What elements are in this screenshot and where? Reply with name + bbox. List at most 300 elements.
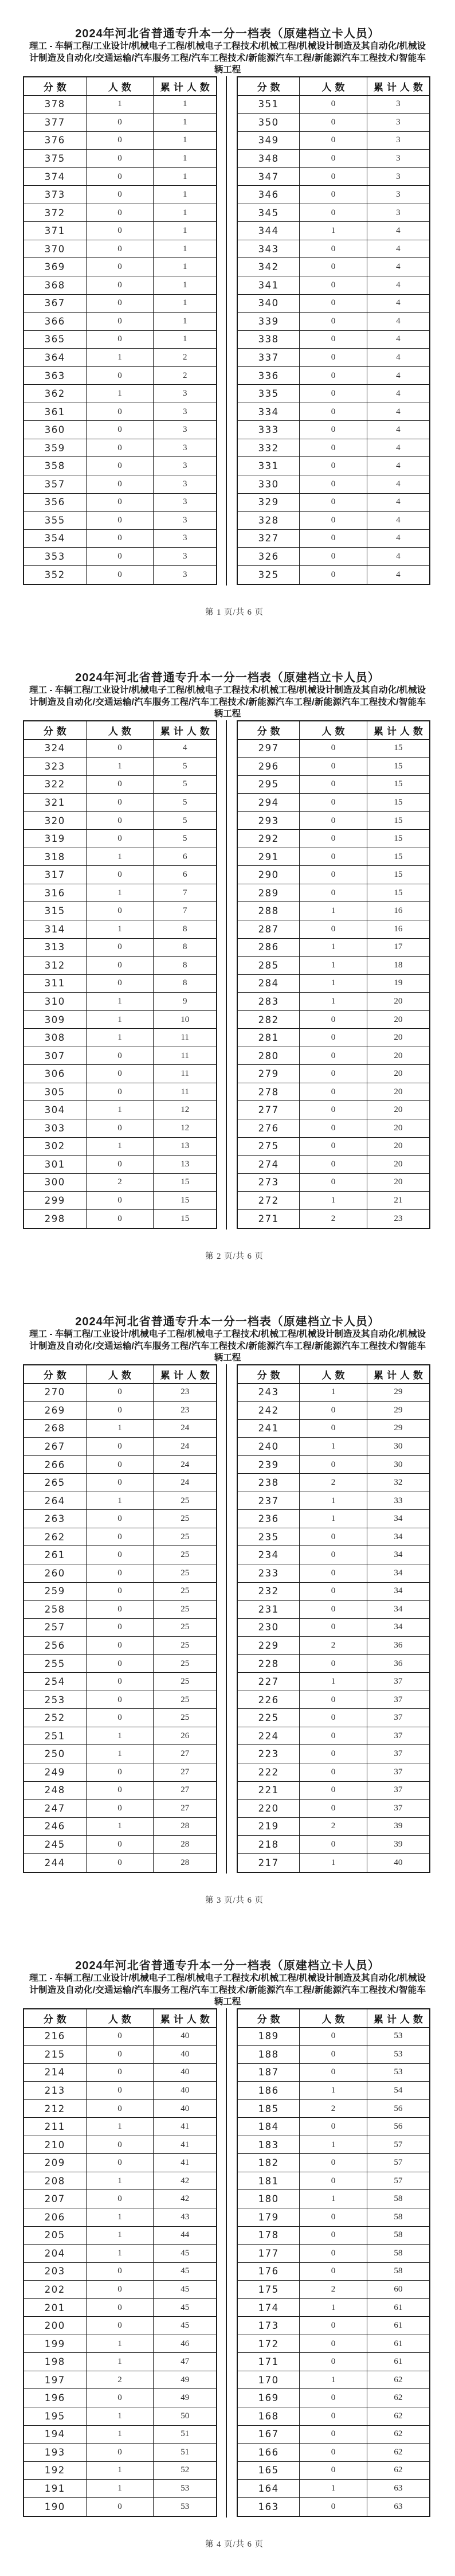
cumulative-count-cell: 15: [394, 852, 403, 861]
cumulative-count-cell: 3: [182, 461, 187, 471]
count-cell: 1: [87, 1492, 154, 1510]
table-header-row: [24, 721, 216, 740]
cumulative-count-cell: 1: [182, 117, 187, 127]
count-cell: 0: [300, 1763, 367, 1781]
majors-subtitle: 理工 - 车辆工程/工业设计/机械电子工程/机械电子工程技术/机械工程/机械设计制造及其自动化/机械设计制造及自动化/交通运输/汽车服务工程/汽车工程技术/新能源汽车工程/新能源汽车工程技术/智能车辆工程: [29, 41, 426, 75]
count-cell: 0: [300, 1011, 367, 1029]
score-cell: 287: [238, 920, 300, 938]
count-column-header: 人数: [87, 77, 154, 95]
score-cell: 373: [24, 186, 87, 204]
cumulative-column-header: 累计人数: [373, 2013, 426, 2025]
cumulative-count-cell: 4: [396, 515, 401, 525]
table-row: [238, 276, 429, 295]
score-cell: 345: [238, 204, 300, 222]
cumulative-count-cell: 21: [394, 1195, 403, 1205]
count-cell: 0: [300, 866, 367, 884]
score-cell: 187: [238, 2064, 300, 2082]
table-row: [238, 740, 429, 758]
count-cell: 0: [300, 2389, 367, 2407]
cumulative-column-header: 累计人数: [373, 1369, 426, 1381]
table-row: [24, 1836, 216, 1854]
cumulative-count-cell: 34: [394, 1514, 403, 1524]
count-cell: 0: [87, 1510, 154, 1528]
table-row: [238, 349, 429, 367]
cumulative-count-cell: 28: [181, 1858, 190, 1868]
score-cell: 280: [238, 1047, 300, 1065]
score-cell: 274: [238, 1156, 300, 1173]
count-cell: 0: [300, 884, 367, 902]
score-cell: 192: [24, 2462, 87, 2480]
score-cell: 196: [24, 2389, 87, 2407]
table-row: [24, 2082, 216, 2100]
score-cell: 163: [238, 2498, 300, 2516]
cumulative-count-cell: 25: [181, 1496, 190, 1505]
cumulative-count-cell: 15: [181, 1214, 190, 1224]
count-cell: 0: [87, 421, 154, 439]
score-cell: 363: [24, 367, 87, 385]
cumulative-count-cell: 1: [182, 316, 187, 326]
count-cell: 0: [87, 240, 154, 258]
cumulative-count-cell: 45: [181, 2321, 190, 2331]
count-cell: 0: [87, 2444, 154, 2461]
count-cell: 0: [300, 1836, 367, 1853]
score-cell: 312: [24, 957, 87, 974]
count-cell: 0: [300, 2407, 367, 2425]
cumulative-count-cell: 45: [181, 2302, 190, 2312]
table-row: [24, 548, 216, 566]
score-cell: 301: [24, 1156, 87, 1173]
score-cell: 198: [24, 2353, 87, 2371]
cumulative-count-cell: 49: [181, 2375, 190, 2384]
count-cell: 2: [300, 1210, 367, 1228]
score-cell: 262: [24, 1528, 87, 1546]
score-cell: 167: [238, 2426, 300, 2444]
score-cell: 185: [238, 2100, 300, 2118]
count-cell: 0: [300, 1619, 367, 1637]
score-column-header: 分数: [238, 721, 300, 739]
score-cell: 268: [24, 1420, 87, 1438]
cumulative-count-cell: 1: [182, 99, 187, 109]
cumulative-count-cell: 15: [394, 815, 403, 825]
table-row: [238, 1637, 429, 1655]
cumulative-count-cell: 3: [182, 533, 187, 543]
table-row: [238, 993, 429, 1011]
count-cell: 0: [300, 2227, 367, 2245]
score-cell: 356: [24, 494, 87, 512]
cumulative-count-cell: 29: [394, 1405, 403, 1415]
table-row: [238, 1474, 429, 1492]
score-cell: 317: [24, 866, 87, 884]
cumulative-count-cell: 47: [181, 2357, 190, 2367]
score-cell: 326: [238, 548, 300, 565]
count-cell: 1: [87, 2426, 154, 2444]
score-cell: 174: [238, 2299, 300, 2317]
cumulative-count-cell: 4: [396, 226, 401, 236]
cumulative-count-cell: 34: [394, 1568, 403, 1578]
page-footer: 第 3 页/共 6 页: [205, 1896, 264, 1905]
table-row: [24, 1047, 216, 1065]
table-row: [24, 1065, 216, 1083]
table-row: [238, 2190, 429, 2208]
score-cell: 238: [238, 1474, 300, 1492]
table-row: [24, 421, 216, 439]
table-row: [238, 2317, 429, 2335]
score-cell: 314: [24, 920, 87, 938]
cumulative-count-cell: 11: [181, 1087, 189, 1096]
cumulative-count-cell: 20: [394, 1014, 403, 1024]
table-row: [24, 2317, 216, 2335]
table-row: [24, 1156, 216, 1174]
cumulative-count-cell: 37: [394, 1713, 403, 1723]
count-cell: 1: [87, 385, 154, 403]
count-cell: 0: [300, 240, 367, 258]
count-cell: 0: [87, 2154, 154, 2172]
table-header-row: [24, 77, 216, 96]
count-cell: 0: [87, 2190, 154, 2208]
table-row: [24, 740, 216, 758]
count-column-header: 人数: [300, 721, 367, 739]
table-row: [24, 1709, 216, 1727]
cumulative-count-cell: 20: [394, 1069, 403, 1079]
score-cell: 195: [24, 2407, 87, 2425]
score-cell: 237: [238, 1492, 300, 1510]
score-cell: 164: [238, 2480, 300, 2497]
score-cell: 296: [238, 758, 300, 775]
score-cell: 338: [238, 331, 300, 349]
table-row: [238, 2426, 429, 2444]
count-cell: 2: [87, 2371, 154, 2389]
page-title: 2024年河北省普通专升本一分一档表（原建档立卡人员）: [75, 1960, 380, 1972]
table-row: [238, 2154, 429, 2172]
cumulative-count-cell: 12: [181, 1105, 190, 1115]
cumulative-count-cell: 62: [394, 2375, 403, 2384]
count-cell: 1: [87, 1029, 154, 1047]
cumulative-count-cell: 40: [181, 2031, 190, 2041]
cumulative-count-cell: 20: [394, 1033, 403, 1043]
table-header-row: [238, 1365, 429, 1384]
cumulative-count-cell: 20: [394, 1141, 403, 1151]
count-cell: 0: [87, 439, 154, 457]
cumulative-count-cell: 62: [394, 2447, 403, 2457]
cumulative-count-cell: 60: [394, 2284, 403, 2294]
score-cell: 219: [238, 1818, 300, 1836]
table-body: [24, 96, 216, 584]
score-cell: 336: [238, 367, 300, 385]
table-body: [238, 2028, 429, 2516]
count-cell: 0: [87, 1456, 154, 1474]
count-cell: 1: [300, 1854, 367, 1872]
table-row: [238, 939, 429, 957]
score-cell: 306: [24, 1065, 87, 1083]
table-row: [24, 2371, 216, 2390]
cumulative-count-cell: 20: [394, 1087, 403, 1096]
table-row: [238, 1083, 429, 1102]
table-row: [238, 2480, 429, 2498]
table-header-row: [24, 2009, 216, 2028]
column-divider: [226, 720, 227, 1230]
cumulative-count-cell: 16: [394, 906, 403, 916]
count-cell: 0: [87, 2281, 154, 2298]
cumulative-count-cell: 51: [181, 2429, 190, 2439]
cumulative-count-cell: 4: [396, 479, 401, 489]
count-cell: 1: [87, 2172, 154, 2190]
cumulative-count-cell: 20: [394, 1159, 403, 1169]
score-cell: 303: [24, 1119, 87, 1137]
table-row: [238, 1101, 429, 1119]
score-cell: 300: [24, 1174, 87, 1192]
score-cell: 315: [24, 902, 87, 920]
score-cell: 335: [238, 385, 300, 403]
count-cell: 0: [87, 2064, 154, 2082]
score-cell: 359: [24, 439, 87, 457]
score-cell: 253: [24, 1691, 87, 1709]
cumulative-count-cell: 3: [182, 443, 187, 452]
table-row: [238, 1402, 429, 1420]
score-cell: 290: [238, 866, 300, 884]
count-cell: 0: [300, 1029, 367, 1047]
score-cell: 191: [24, 2480, 87, 2497]
count-cell: 0: [87, 1438, 154, 1455]
table-row: [238, 1691, 429, 1709]
count-cell: 0: [87, 1655, 154, 1673]
cumulative-count-cell: 50: [181, 2411, 190, 2421]
count-cell: 1: [300, 957, 367, 974]
score-cell: 236: [238, 1510, 300, 1528]
table-row: [24, 1745, 216, 1763]
table-row: [238, 258, 429, 276]
table-row: [238, 204, 429, 223]
score-cell: 175: [238, 2281, 300, 2298]
table-row: [238, 530, 429, 548]
cumulative-count-cell: 13: [181, 1159, 190, 1169]
table-row: [24, 168, 216, 186]
cumulative-count-cell: 34: [394, 1622, 403, 1632]
score-cell: 358: [24, 457, 87, 475]
page-title: 2024年河北省普通专升本一分一档表（原建档立卡人员）: [75, 1316, 380, 1328]
cumulative-count-cell: 24: [181, 1441, 190, 1451]
count-cell: 0: [300, 740, 367, 758]
score-cell: 168: [238, 2407, 300, 2425]
count-cell: 0: [87, 939, 154, 957]
score-cell: 246: [24, 1818, 87, 1836]
cumulative-count-cell: 37: [394, 1677, 403, 1687]
score-cell: 234: [238, 1546, 300, 1564]
cumulative-count-cell: 25: [181, 1550, 190, 1560]
cumulative-count-cell: 29: [394, 1423, 403, 1433]
cumulative-count-cell: 3: [182, 570, 187, 580]
table-row: [24, 331, 216, 349]
cumulative-count-cell: 3: [396, 117, 401, 127]
cumulative-count-cell: 57: [394, 2176, 403, 2185]
score-cell: 261: [24, 1546, 87, 1564]
score-cell: 324: [24, 740, 87, 758]
count-cell: 0: [87, 1119, 154, 1137]
count-cell: 0: [87, 1691, 154, 1709]
count-cell: 0: [300, 2064, 367, 2082]
score-cell: 180: [238, 2190, 300, 2208]
score-cell: 374: [24, 168, 87, 186]
score-cell: 272: [238, 1192, 300, 1209]
cumulative-count-cell: 4: [396, 262, 401, 272]
count-cell: 0: [87, 2082, 154, 2099]
table-row: [24, 1492, 216, 1511]
cumulative-count-cell: 57: [394, 2158, 403, 2168]
count-cell: 0: [87, 1528, 154, 1546]
cumulative-count-cell: 2: [182, 352, 187, 362]
score-column-header: 分数: [24, 2009, 87, 2027]
cumulative-count-cell: 53: [394, 2067, 403, 2077]
table-row: [24, 2335, 216, 2353]
cumulative-count-cell: 33: [394, 1496, 403, 1505]
cumulative-count-cell: 28: [181, 1839, 190, 1849]
table-row: [24, 1854, 216, 1872]
cumulative-count-cell: 16: [394, 924, 403, 934]
count-cell: 0: [87, 1474, 154, 1492]
cumulative-count-cell: 23: [181, 1387, 190, 1397]
cumulative-count-cell: 34: [394, 1550, 403, 1560]
score-column-header: 分数: [24, 77, 87, 95]
cumulative-count-cell: 8: [182, 942, 187, 952]
table-row: [238, 1583, 429, 1601]
score-cell: 282: [238, 1011, 300, 1029]
count-cell: 2: [87, 1174, 154, 1192]
cumulative-count-cell: 4: [396, 370, 401, 380]
score-table-left: [23, 76, 217, 585]
table-row: [24, 1174, 216, 1192]
cumulative-count-cell: 62: [394, 2465, 403, 2475]
score-cell: 202: [24, 2281, 87, 2298]
table-row: [24, 2028, 216, 2046]
table-row: [24, 2299, 216, 2317]
cumulative-count-cell: 1: [182, 190, 187, 200]
score-cell: 371: [24, 222, 87, 240]
table-row: [238, 2444, 429, 2462]
count-cell: 0: [87, 548, 154, 565]
table-row: [24, 1402, 216, 1420]
table-row: [24, 1138, 216, 1156]
count-cell: 0: [300, 494, 367, 512]
cumulative-count-cell: 15: [394, 888, 403, 897]
score-cell: 339: [238, 313, 300, 330]
count-cell: 0: [87, 866, 154, 884]
table-row: [238, 2136, 429, 2155]
count-cell: 1: [300, 1673, 367, 1691]
count-cell: 1: [87, 2227, 154, 2245]
table-row: [24, 1655, 216, 1673]
table-row: [24, 349, 216, 367]
score-cell: 292: [238, 830, 300, 848]
score-cell: 346: [238, 186, 300, 204]
count-cell: 0: [300, 1528, 367, 1546]
table-row: [24, 2190, 216, 2208]
cumulative-count-cell: 15: [394, 797, 403, 807]
score-cell: 275: [238, 1138, 300, 1156]
table-row: [24, 2426, 216, 2444]
table-row: [24, 1119, 216, 1138]
majors-subtitle: 理工 - 车辆工程/工业设计/机械电子工程/机械电子工程技术/机械工程/机械设计制造及其自动化/机械设计制造及自动化/交通运输/汽车服务工程/汽车工程技术/新能源汽车工程/新能源汽车工程技术/智能车辆工程: [29, 1329, 426, 1363]
table-row: [238, 548, 429, 566]
score-cell: 372: [24, 204, 87, 222]
score-cell: 166: [238, 2444, 300, 2461]
score-cell: 313: [24, 939, 87, 957]
table-row: [238, 1709, 429, 1727]
count-cell: 1: [87, 2462, 154, 2480]
score-cell: 209: [24, 2154, 87, 2172]
table-header-row: [238, 2009, 429, 2028]
count-cell: 0: [300, 457, 367, 475]
count-cell: 0: [300, 1101, 367, 1119]
table-row: [24, 1818, 216, 1836]
cumulative-count-cell: 3: [182, 551, 187, 561]
table-row: [24, 2064, 216, 2082]
table-row: [24, 403, 216, 421]
count-cell: 1: [87, 758, 154, 775]
cumulative-count-cell: 8: [182, 924, 187, 934]
table-row: [238, 2407, 429, 2426]
count-cell: 0: [87, 1065, 154, 1083]
count-cell: 0: [300, 276, 367, 294]
cumulative-count-cell: 1: [182, 262, 187, 272]
count-cell: 0: [87, 1384, 154, 1402]
count-cell: 1: [300, 975, 367, 993]
count-cell: 0: [87, 1673, 154, 1691]
score-cell: 227: [238, 1673, 300, 1691]
score-cell: 285: [238, 957, 300, 974]
page-footer: 第 4 页/共 6 页: [205, 2540, 264, 2549]
score-cell: 318: [24, 848, 87, 866]
count-cell: 1: [87, 993, 154, 1010]
count-cell: 1: [300, 2082, 367, 2099]
count-cell: 0: [300, 512, 367, 529]
score-cell: 348: [238, 150, 300, 167]
page-footer: 第 2 页/共 6 页: [205, 1252, 264, 1261]
count-cell: 0: [87, 457, 154, 475]
score-cell: 269: [24, 1402, 87, 1419]
count-cell: 1: [87, 96, 154, 114]
score-cell: 344: [238, 222, 300, 240]
cumulative-count-cell: 3: [396, 171, 401, 181]
count-cell: 1: [87, 1818, 154, 1836]
table-row: [238, 1655, 429, 1673]
score-cell: 260: [24, 1564, 87, 1582]
table-row: [24, 1727, 216, 1746]
cumulative-count-cell: 40: [181, 2103, 190, 2113]
table-row: [238, 331, 429, 349]
score-cell: 176: [238, 2263, 300, 2281]
score-cell: 247: [24, 1800, 87, 1817]
score-cell: 251: [24, 1727, 87, 1745]
score-cell: 334: [238, 403, 300, 421]
table-row: [24, 920, 216, 939]
table-row: [24, 276, 216, 295]
score-cell: 205: [24, 2227, 87, 2245]
score-cell: 327: [238, 530, 300, 548]
count-cell: 0: [87, 1583, 154, 1601]
count-column-header: 人数: [87, 721, 154, 739]
score-cell: 376: [24, 132, 87, 150]
cumulative-count-cell: 8: [182, 960, 187, 970]
table-row: [238, 1564, 429, 1583]
table-row: [238, 1745, 429, 1763]
page-title: 2024年河北省普通专升本一分一档表（原建档立卡人员）: [75, 672, 380, 684]
cumulative-count-cell: 20: [394, 1051, 403, 1060]
table-row: [238, 866, 429, 884]
table-row: [24, 96, 216, 114]
score-column-header: 分数: [238, 1365, 300, 1383]
cumulative-count-cell: 42: [181, 2176, 190, 2185]
count-cell: 0: [300, 385, 367, 403]
table-row: [238, 2462, 429, 2480]
